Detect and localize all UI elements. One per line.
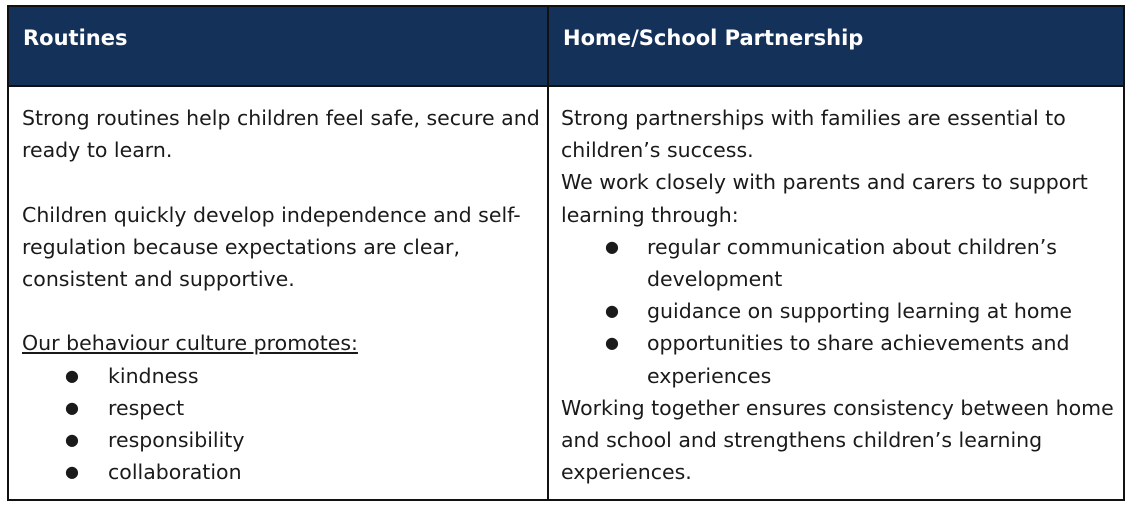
partnership-paragraph-2: We work closely with parents and carers to support learning through: [561, 170, 1088, 227]
partnership-cell [548, 86, 1124, 500]
list-item: ● regular communication about children’s development [561, 231, 1123, 295]
routines-paragraph-1: Strong routines help children feel safe, secure and ready to learn. [22, 106, 540, 163]
partnership-paragraph-1: Strong partnerships with families are essential to children’s success. [561, 106, 1066, 163]
list-item: ● respect [22, 392, 547, 424]
routines-partnership-table [7, 5, 1125, 501]
partnership-list [561, 231, 1123, 392]
list-item: ● collaboration [22, 456, 547, 488]
partnership-closing: Working together ensures consistency between home and school and strengthens children’s learning experiences. [561, 395, 1114, 485]
behaviour-heading: Our behaviour culture promotes: [22, 331, 358, 356]
spacer [22, 166, 547, 198]
list-item: ● kindness [22, 360, 547, 392]
header-row [8, 6, 1124, 86]
behaviour-list [22, 360, 547, 489]
routines-header: Routines [8, 6, 548, 86]
list-item: ● guidance on supporting learning at home [561, 295, 1123, 327]
spacer [22, 295, 547, 327]
partnership-header: Home/School Partnership [548, 6, 1124, 86]
content-row [8, 86, 1124, 500]
list-item: ● opportunities to share achievements and experiences [561, 327, 1123, 391]
list-item: ● responsibility [22, 424, 547, 456]
routines-cell [8, 86, 548, 500]
routines-paragraph-2: Children quickly develop independence and self-regulation because expectations are clear, consistent and supportive. [22, 202, 521, 291]
